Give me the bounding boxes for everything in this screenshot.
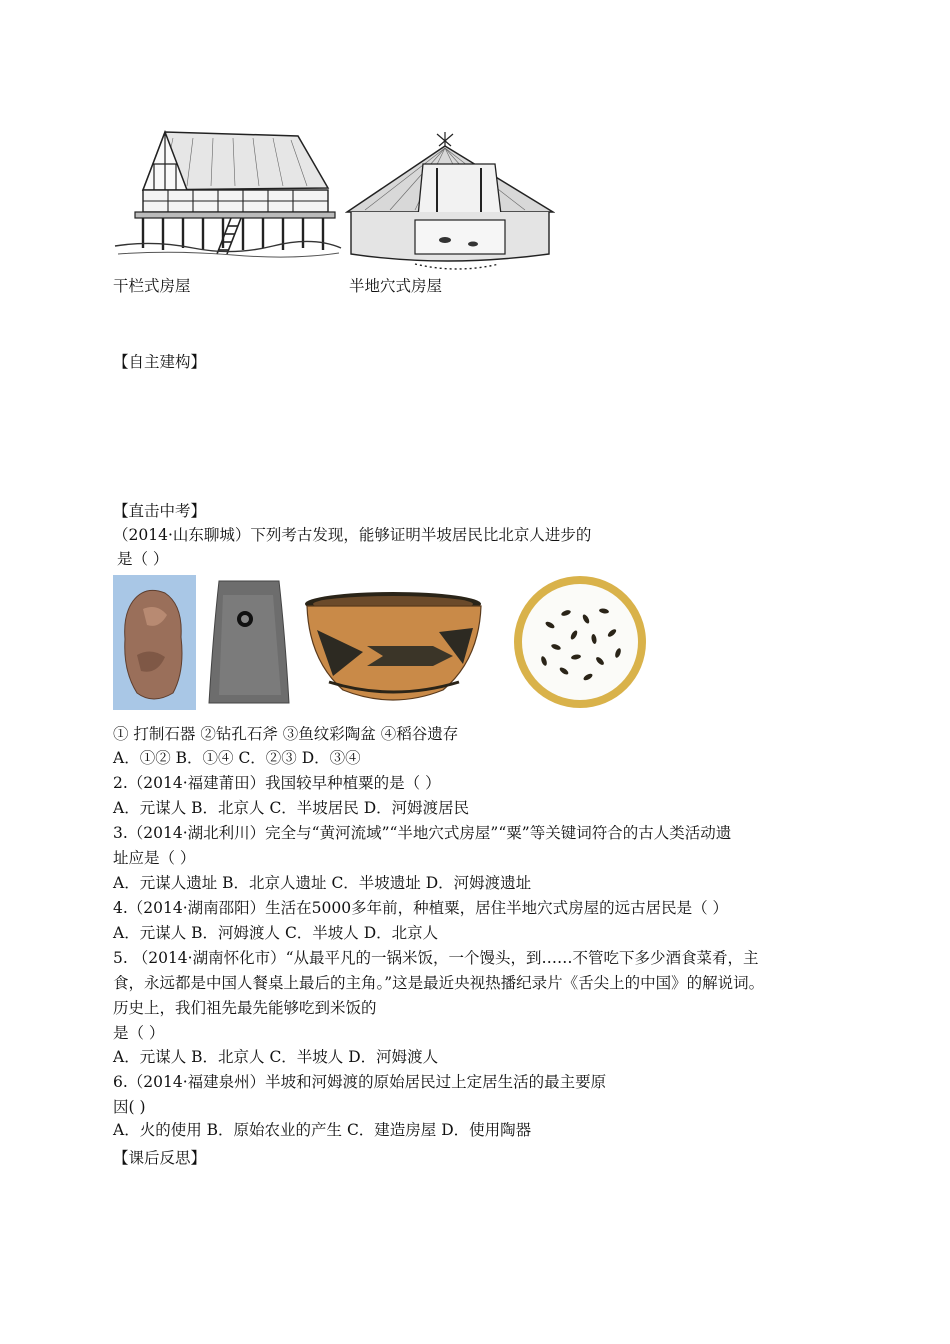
section-heading-reflection: 【课后反思】 bbox=[113, 1149, 207, 1167]
question-3-options: A．元谋人遗址 B．北京人遗址 C．半坡遗址 D．河姆渡遗址 bbox=[113, 874, 532, 892]
question-5-stem-line3: 历史上，我们祖先最先能够吃到米饭的 bbox=[113, 999, 377, 1017]
semi-subterranean-house-image bbox=[345, 128, 555, 273]
question-5-stem-line1: 5. （2014·湖南怀化市）“从最平凡的一锅米饭，一个馒头，到……不管吃下多少酒食菜肴，主 bbox=[113, 949, 759, 967]
drilled-stone-axe-image bbox=[205, 575, 292, 710]
question-1-stem-line2: 是（ ） bbox=[117, 550, 169, 568]
question-5-stem-line2: 食，永远都是中国人餐桌上最后的主角。”这是最近央视热播纪录片《舌尖上的中国》的解说词。 bbox=[113, 974, 765, 992]
question-3-stem-line2: 址应是（ ） bbox=[113, 849, 196, 867]
section-heading-exam: 【直击中考】 bbox=[113, 502, 207, 520]
stilt-house-image bbox=[113, 128, 343, 258]
section-heading-self-build: 【自主建构】 bbox=[113, 353, 207, 371]
question-6-stem-line1: 6.（2014·福建泉州）半坡和河姆渡的原始居民过上定居生活的最主要原 bbox=[113, 1073, 607, 1091]
question-1-options: A．①② B．①④ C．②③ D．③④ bbox=[113, 749, 361, 767]
chipped-stone-tool-image bbox=[113, 575, 196, 710]
question-6-stem-line2: 因( ) bbox=[113, 1098, 146, 1116]
question-3-stem-line1: 3.（2014·湖北利川）完全与“黄河流域”“半地穴式房屋”“粟”等关键词符合的古人类活动遗 bbox=[113, 824, 732, 842]
semi-subterranean-house-caption: 半地穴式房屋 bbox=[349, 277, 443, 295]
question-2-options: A．元谋人 B．北京人 C．半坡居民 D．河姆渡居民 bbox=[113, 799, 470, 817]
question-4-options: A．元谋人 B．河姆渡人 C．半坡人 D．北京人 bbox=[113, 924, 439, 942]
fish-pattern-pottery-basin-image bbox=[303, 590, 484, 710]
question-5-options: A．元谋人 B．北京人 C．半坡人 D．河姆渡人 bbox=[113, 1048, 439, 1066]
question-1-item-labels: ① 打制石器 ②钻孔石斧 ③鱼纹彩陶盆 ④稻谷遗存 bbox=[113, 725, 459, 743]
question-4-stem: 4.（2014·湖南邵阳）生活在5000多年前，种植粟，居住半地穴式房屋的远古居民是（ ） bbox=[113, 899, 729, 917]
stilt-house-caption: 干栏式房屋 bbox=[113, 277, 191, 295]
question-5-stem-line4: 是（ ） bbox=[113, 1024, 165, 1042]
question-1-stem-line1: （2014·山东聊城）下列考古发现，能够证明半坡居民比北京人进步的 bbox=[113, 526, 592, 544]
question-6-options: A．火的使用 B．原始农业的产生 C．建造房屋 D．使用陶器 bbox=[113, 1121, 532, 1139]
rice-remains-image bbox=[504, 575, 656, 710]
question-2-stem: 2.（2014·福建莆田）我国较早种植粟的是（ ） bbox=[113, 774, 441, 792]
